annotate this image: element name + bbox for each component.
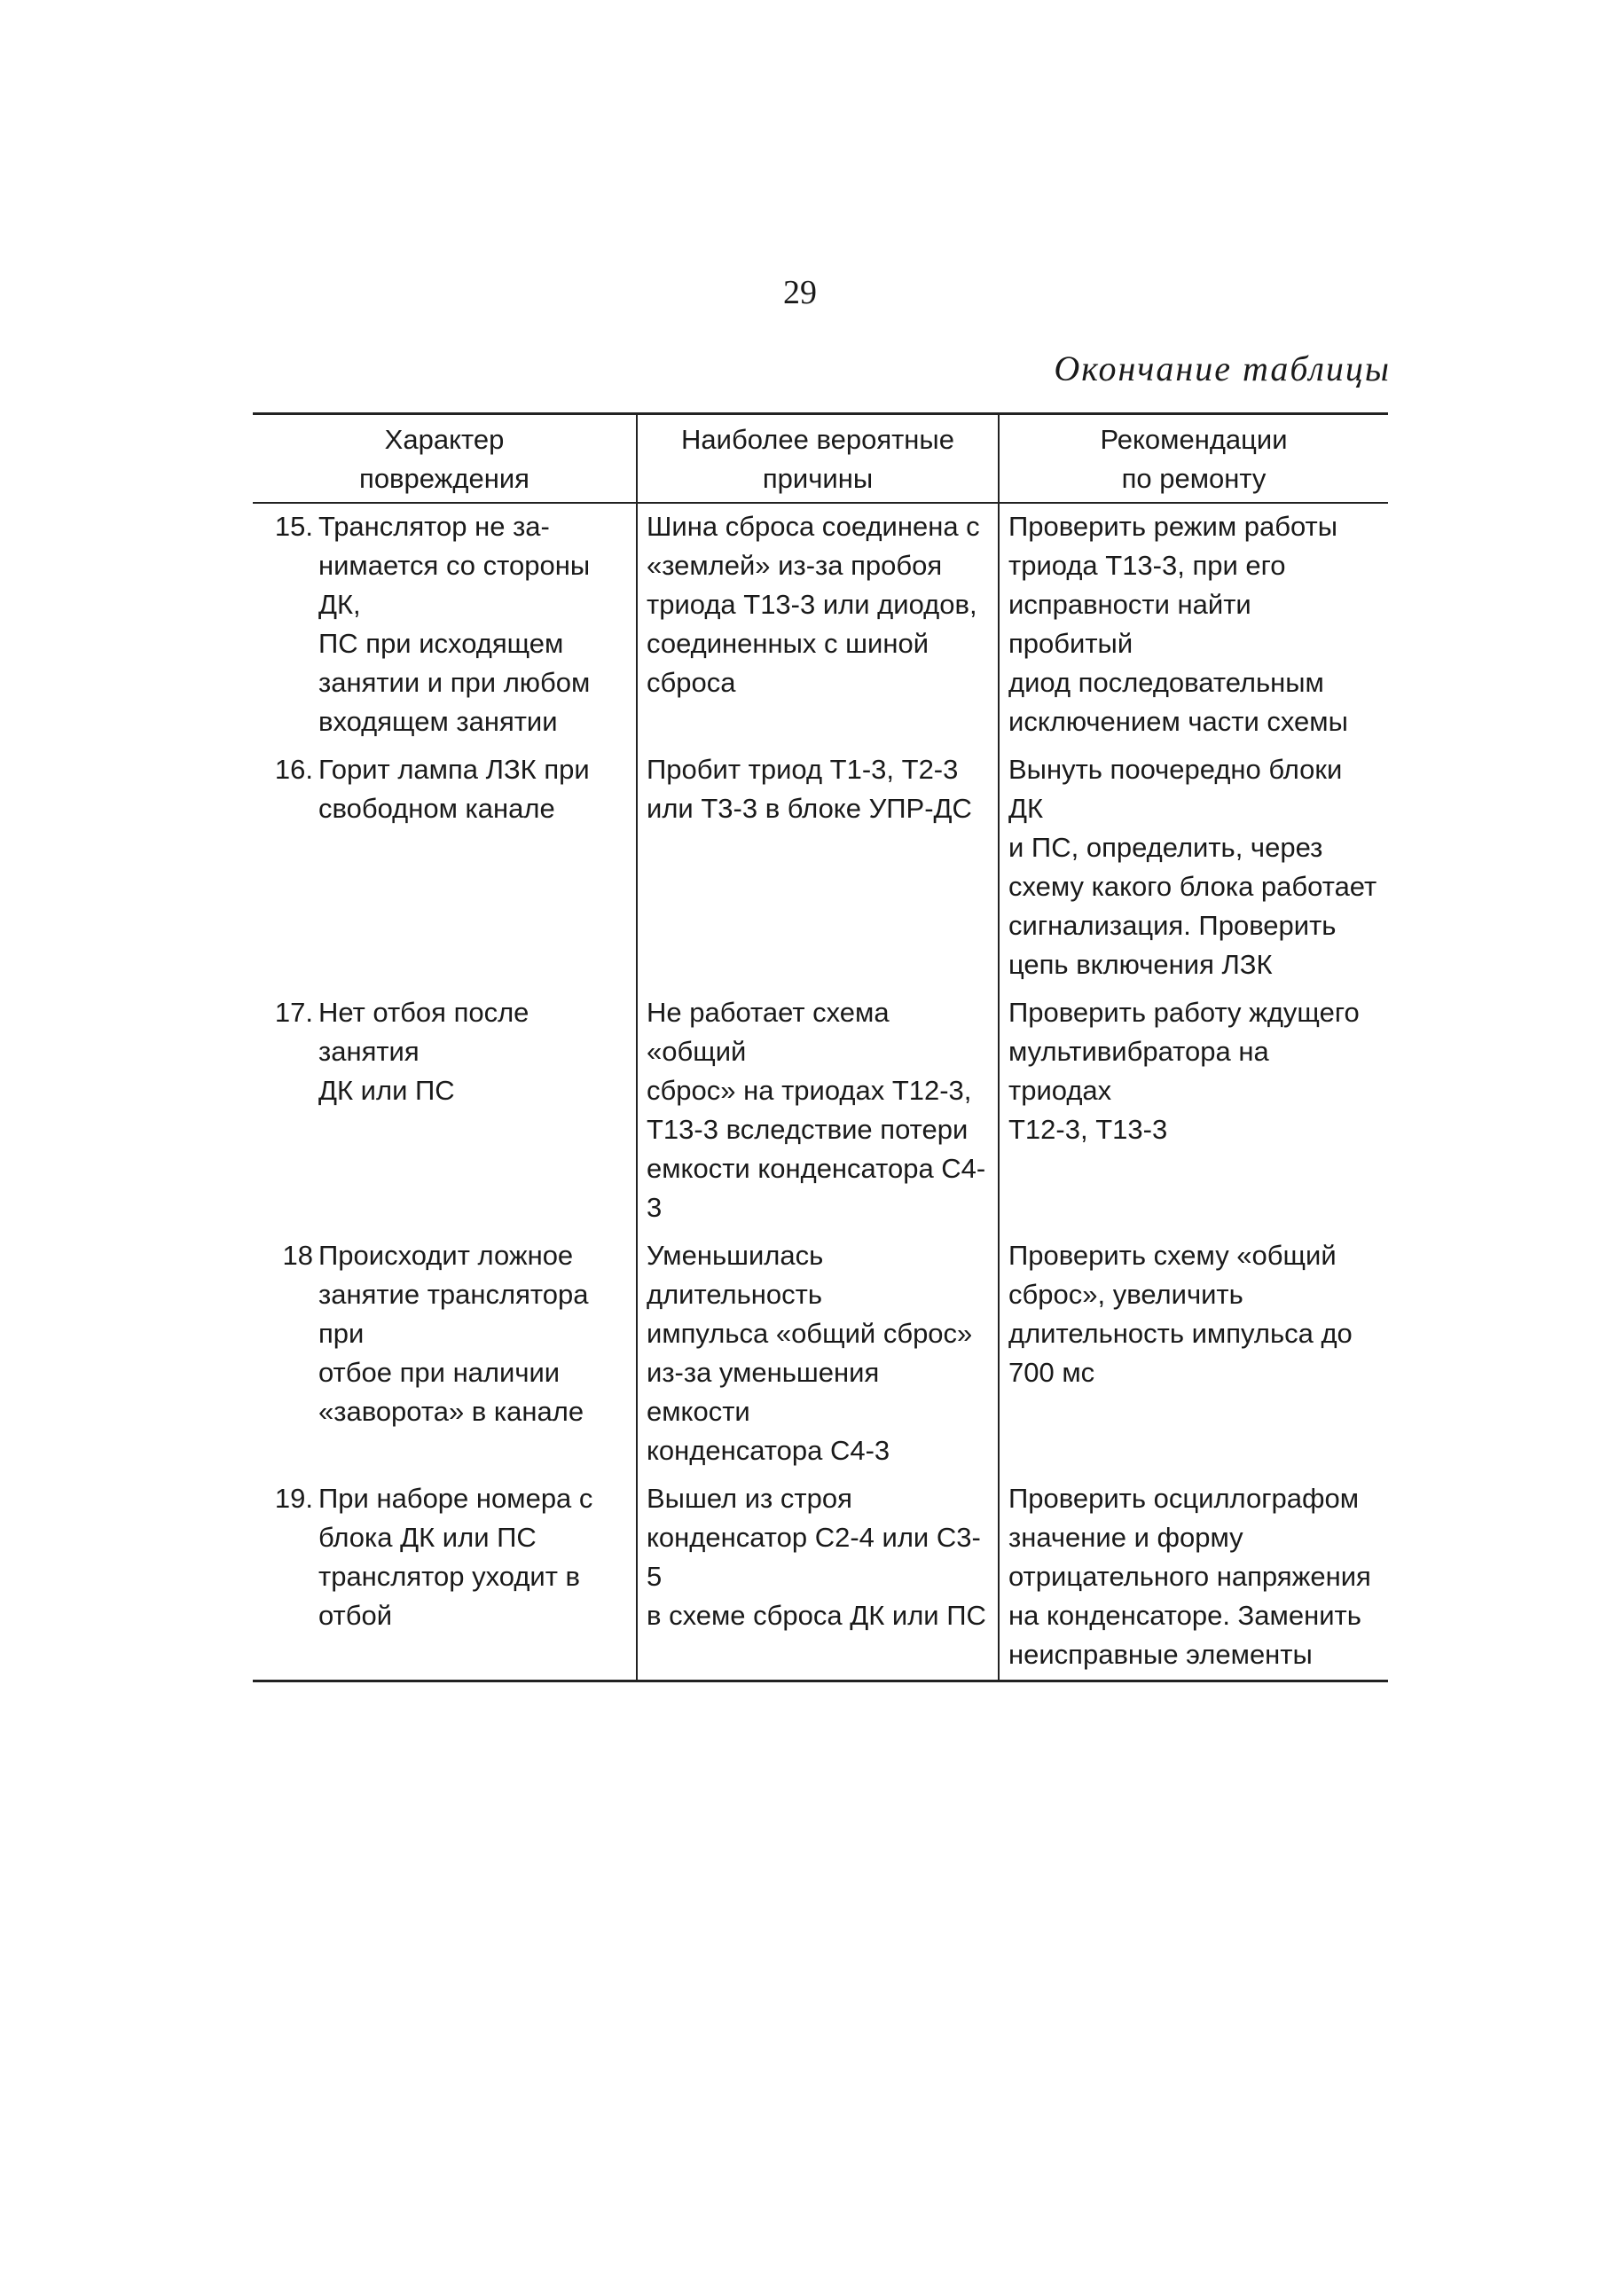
- fault-cell: [253, 990, 637, 1233]
- row-number: 19.: [274, 1483, 313, 1514]
- fault-table: [253, 412, 1388, 1682]
- fix-cell: Проверить осциллографом значение и форму отрицательного напряжения на конденсаторе. Заменить неисправные элементы: [999, 1476, 1388, 1680]
- fault-text: Происходит ложное занятие транслятора при отбое при наличии «заворота» в канале: [318, 1240, 589, 1427]
- table-row: [253, 1476, 1388, 1680]
- fault-cell: [253, 1233, 637, 1476]
- row-number: 17.: [274, 997, 313, 1028]
- fault-text: При наборе номера с блока ДК или ПС транслятор уходит в отбой: [318, 1483, 593, 1631]
- table-header-row: [253, 415, 1388, 503]
- cause-cell: Не работает схема «общий сброс» на триодах Т12-3, Т13-3 вследствие потери емкости конденсатора С4-3: [637, 990, 999, 1233]
- cause-cell: Пробит триод Т1-3, Т2-3 или Т3-3 в блоке УПР-ДС: [637, 747, 999, 990]
- fault-cell: [253, 1476, 637, 1680]
- row-number: 18: [282, 1240, 313, 1271]
- table-caption: Окончание таблицы: [1054, 349, 1391, 388]
- cause-cell: Вышел из строя конденсатор С2-4 или С3-5 в схеме сброса ДК или ПС: [637, 1476, 999, 1680]
- row-number: 15.: [274, 511, 313, 542]
- fault-table-grid: [253, 415, 1388, 1680]
- header-cause: Наиболее вероятные причины: [637, 415, 999, 503]
- table-row: [253, 503, 1388, 747]
- cause-cell: Шина сброса соединена с «землей» из-за пробоя триода Т13-3 или диодов, соединенных с шиной сброса: [637, 503, 999, 747]
- fix-cell: Вынуть поочередно блоки ДК и ПС, определить, через схему какого блока работает сигнализация. Проверить цепь включения ЛЗК: [999, 747, 1388, 990]
- fault-cell: [253, 503, 637, 747]
- page-number: 29: [783, 274, 817, 311]
- table-row: [253, 747, 1388, 990]
- header-fix: Рекомендации по ремонту: [999, 415, 1388, 503]
- fix-cell: Проверить работу ждущего мультивибратора на триодах Т12-3, Т13-3: [999, 990, 1388, 1233]
- fix-cell: Проверить режим работы триода Т13-3, при его исправности найти пробитый диод последовательным исключением части схемы: [999, 503, 1388, 747]
- fault-text: Транслятор не за- нимается со стороны ДК, ПС при исходящем занятии и при любом входящем занятии: [318, 511, 591, 737]
- fault-text: Нет отбоя после занятия ДК или ПС: [318, 997, 529, 1106]
- fault-text: Горит лампа ЛЗК при свободном канале: [318, 754, 590, 824]
- row-number: 16.: [274, 754, 313, 785]
- table-row: [253, 990, 1388, 1233]
- cause-cell: Уменьшилась длительность импульса «общий сброс» из-за уменьшения емкости конденсатора С4-3: [637, 1233, 999, 1476]
- table-row: [253, 1233, 1388, 1476]
- header-fault: Характер повреждения: [253, 415, 637, 503]
- fix-cell: Проверить схему «общий сброс», увеличить длительность импульса до 700 мс: [999, 1233, 1388, 1476]
- fault-cell: [253, 747, 637, 990]
